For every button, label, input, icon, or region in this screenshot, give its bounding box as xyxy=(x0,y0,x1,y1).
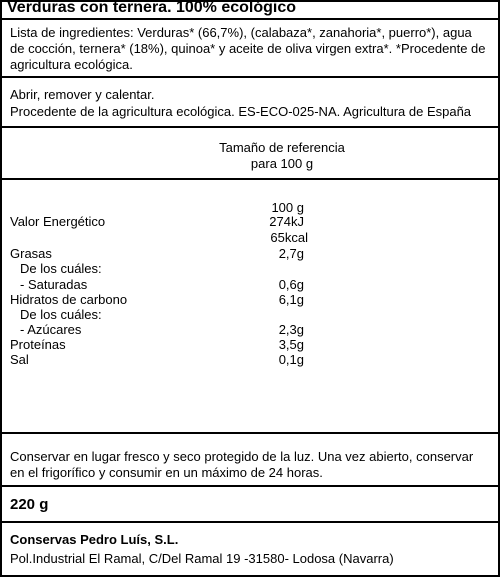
nutrition-value-carbohydrates: 6,1g xyxy=(278,292,304,307)
product-title: Verduras con ternera. 100% ecológico xyxy=(7,0,297,16)
storage-line-1: Conservar en lugar fresco y seco protegido de la luz. Una vez abierto, conservar xyxy=(10,449,474,464)
nutrition-value-salt: 0,1g xyxy=(278,352,304,367)
nutrition-column-header: 100 g xyxy=(271,200,304,215)
nutrition-value-fat: 2,7g xyxy=(278,246,304,261)
nutrition-value-protein: 3,5g xyxy=(278,337,304,352)
divider xyxy=(2,126,498,128)
divider xyxy=(2,485,498,487)
nutrition-value-saturates: 0,6g xyxy=(278,277,304,292)
ingredients-line-2: de cocción, ternera* (18%), quinoa* y aceite de oliva virgen extra*. *Procedente de xyxy=(10,41,486,56)
nutrition-value-energy-kj: 274kJ xyxy=(269,214,304,229)
nutrition-value-energy-kcal: 65kcal xyxy=(270,230,308,245)
nutrition-label-sugars: - Azúcares xyxy=(20,322,82,337)
nutrition-label-fat-of-which: De los cuáles: xyxy=(20,261,102,276)
divider xyxy=(2,521,498,523)
nutrition-label-carbs-of-which: De los cuáles: xyxy=(20,307,102,322)
title-bar xyxy=(2,2,498,20)
nutrition-label-fat: Grasas xyxy=(10,246,52,261)
storage-line-2: en el frigorífico y consumir en un máximo de 24 horas. xyxy=(10,465,323,480)
company-address: Pol.Industrial El Ramal, C/Del Ramal 19 -31580- Lodosa (Navarra) xyxy=(10,551,394,566)
net-weight: 220 g xyxy=(10,496,49,513)
nutrition-label-carbohydrates: Hidratos de carbono xyxy=(10,292,128,307)
instructions-text: Abrir, remover y calentar. xyxy=(10,87,155,102)
origin-text: Procedente de la agricultura ecológica. ES-ECO-025-NA. Agricultura de España xyxy=(10,104,472,119)
ingredients-line-1: Lista de ingredientes: Verduras* (66,7%), (calabaza*, zanahoria*, puerro*), agua xyxy=(10,25,472,40)
divider xyxy=(2,178,498,180)
company-name: Conservas Pedro Luís, S.L. xyxy=(10,532,179,547)
divider xyxy=(2,432,498,434)
nutrition-label-saturates: - Saturadas xyxy=(20,277,88,292)
nutrition-header-line-1: Tamaño de referencia xyxy=(219,140,345,155)
nutrition-label-energy: Valor Energético xyxy=(10,214,106,229)
ingredients-line-3: agricultura ecológica. xyxy=(10,57,133,72)
nutrition-label-protein: Proteínas xyxy=(10,337,66,352)
divider xyxy=(2,76,498,78)
nutrition-header-line-2: para 100 g xyxy=(250,156,314,171)
nutrition-value-sugars: 2,3g xyxy=(278,322,304,337)
nutrition-label-salt: Sal xyxy=(10,352,29,367)
